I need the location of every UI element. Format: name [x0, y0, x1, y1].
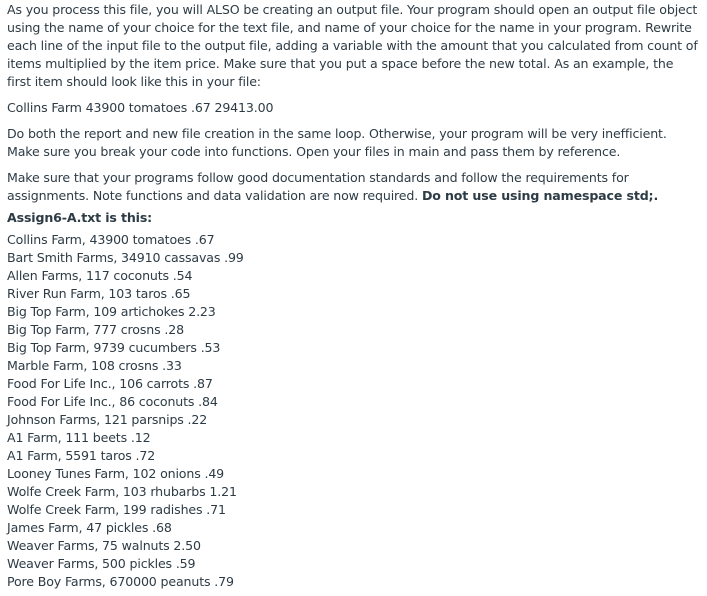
file-line: A1 Farm, 111 beets .12: [7, 430, 151, 445]
file-line: Food For Life Inc., 86 coconuts .84: [7, 394, 218, 409]
file-line: Johnson Farms, 121 parsnips .22: [7, 412, 208, 427]
file-line: Big Top Farm, 109 artichokes 2.23: [7, 304, 216, 319]
example-output-line: Collins Farm 43900 tomatoes .67 29413.00: [7, 100, 274, 115]
file-line: River Run Farm, 103 taros .65: [7, 286, 191, 301]
input-file-contents: [7, 231, 700, 591]
namespace-warning: Do not use using namespace std;.: [421, 188, 659, 203]
input-file-heading: Assign6-A.txt is this:: [7, 210, 153, 225]
intro-paragraph: As you process this file, you will ALSO be creating an output file. Your program should open an output file object using the name of your choice for the text file, and name of your choice for the name in your program. Rewrite each line of the input file to the output file, adding a variable with the amount that you calculated from count of items multiplied by the item price. Make sure that you put a space before the new total. As an example, the first item should look like this in your file:: [7, 2, 698, 89]
file-line: Food For Life Inc., 106 carrots .87: [7, 376, 213, 391]
file-line: A1 Farm, 5591 taros .72: [7, 448, 156, 463]
file-line: Bart Smith Farms, 34910 cassavas .99: [7, 250, 244, 265]
file-line: Big Top Farm, 9739 cucumbers .53: [7, 340, 221, 355]
file-line: Weaver Farms, 500 pickles .59: [7, 556, 196, 571]
file-line: Marble Farm, 108 crosns .33: [7, 358, 182, 373]
file-line: Weaver Farms, 75 walnuts 2.50: [7, 538, 201, 553]
loop-instructions-paragraph: Do both the report and new file creation in the same loop. Otherwise, your program will be very inefficient. Make sure you break your code into functions. Open your files in main and pass them by reference.: [7, 126, 667, 159]
file-line: Allen Farms, 117 coconuts .54: [7, 268, 193, 283]
file-line: James Farm, 47 pickles .68: [7, 520, 172, 535]
standards-text: Make sure that your programs follow good documentation standards and follow the requirements for assignments. Note functions and data validation are now required.: [7, 170, 629, 203]
standards-paragraph: [7, 169, 700, 205]
file-line: Collins Farm, 43900 tomatoes .67: [7, 232, 215, 247]
file-line: Wolfe Creek Farm, 199 radishes .71: [7, 502, 226, 517]
file-line: Looney Tunes Farm, 102 onions .49: [7, 466, 225, 481]
file-line: Big Top Farm, 777 crosns .28: [7, 322, 184, 337]
file-line: Pore Boy Farms, 670000 peanuts .79: [7, 574, 234, 589]
file-line: Wolfe Creek Farm, 103 rhubarbs 1.21: [7, 484, 237, 499]
